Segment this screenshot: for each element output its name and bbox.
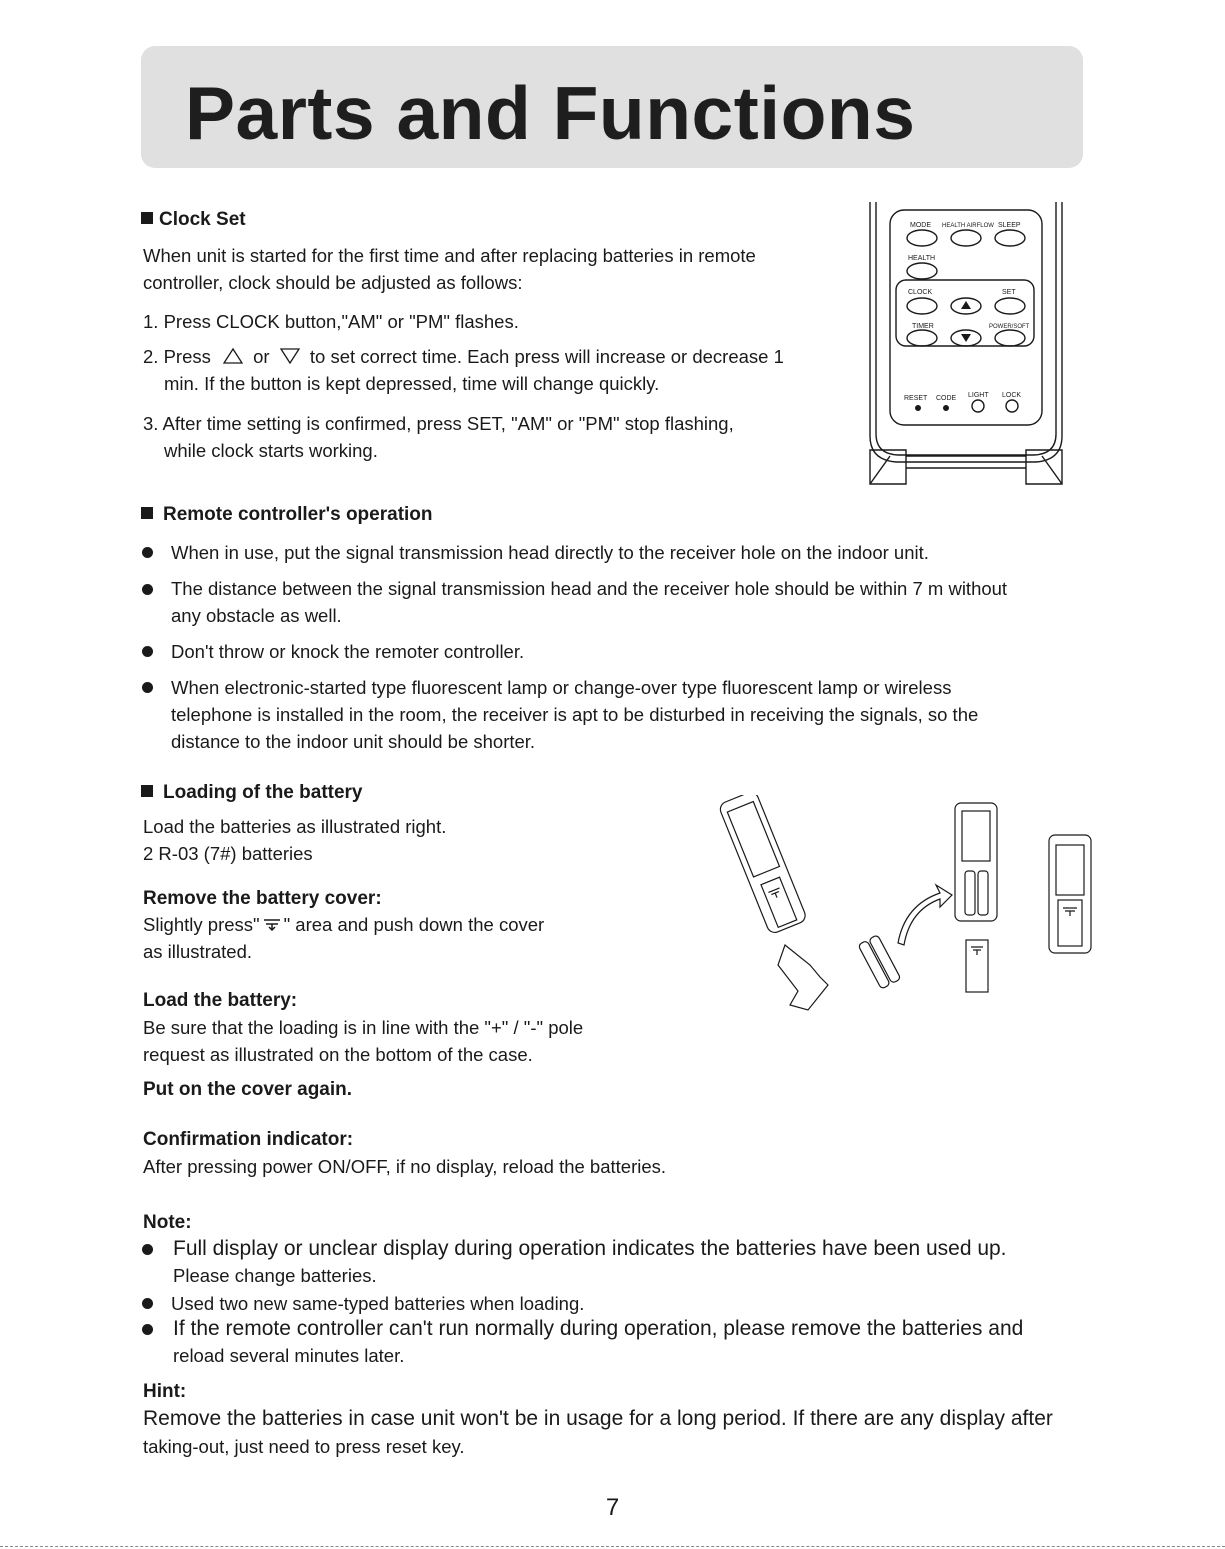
bullet-icon: [142, 547, 153, 558]
operation-bullet-3: Don't throw or knock the remoter controller.: [171, 641, 525, 662]
square-bullet-icon: [141, 785, 153, 797]
hint-line-1: Remove the batteries in case unit won't be in usage for a long period. If there are any display after: [143, 1407, 1053, 1430]
remote-operation-heading: Remote controller's operation: [141, 503, 433, 527]
remote-controller-diagram: [866, 198, 1066, 488]
confirmation-text: After pressing power ON/OFF, if no display, reload the batteries.: [143, 1156, 667, 1177]
clock-label: CLOCK: [908, 289, 933, 296]
timer-label: TIMER: [912, 323, 934, 330]
operation-bullet-1: When in use, put the signal transmission head directly to the receiver hole on the indoor unit.: [171, 542, 929, 563]
bullet-icon: [142, 646, 153, 657]
health-label: HEALTH: [908, 255, 936, 262]
square-bullet-icon: [141, 507, 153, 519]
power-soft-label: POWER/SOFT: [989, 324, 1030, 330]
clock-step-3: 3. After time setting is confirmed, press SET, "AM" or "PM" stop flashing, while clock starts working.: [143, 413, 734, 461]
light-label: LIGHT: [968, 392, 989, 399]
code-label: CODE: [936, 395, 957, 402]
operation-bullet-4: When electronic-started type fluorescent lamp or change-over type fluorescent lamp or wireless telephone is installed in the room, the receiver is apt to be disturbed in receiving the signals, so the distance to the indoor unit should be shorter.: [171, 677, 979, 752]
battery-loading-illustration: [690, 795, 1110, 1025]
page-number: 7: [605, 1494, 620, 1521]
note-bullet-3: If the remote controller can't run normally during operation, please remove the batteries and reload several minutes later.: [173, 1317, 1024, 1366]
mode-label: MODE: [910, 222, 931, 229]
battery-intro: Load the batteries as illustrated right. 2 R-03 (7#) batteries: [143, 816, 447, 864]
put-on-cover-heading: Put on the cover again.: [143, 1079, 353, 1100]
set-label: SET: [1002, 289, 1016, 296]
note-bullet-2: Used two new same-typed batteries when loading.: [171, 1293, 585, 1314]
load-battery-heading: Load the battery:: [143, 990, 298, 1011]
up-triangle-icon: [222, 347, 244, 365]
clock-set-intro: When unit is started for the first time and after replacing batteries in remote controller, clock should be adjusted as follows:: [143, 245, 756, 293]
clock-step-2: 2. Press or to set correct time. Each press will increase or decrease 1: [143, 346, 784, 367]
operation-bullet-2: The distance between the signal transmission head and the receiver hole should be within 7 m without any obstacle as well.: [171, 578, 1008, 626]
page-title: Parts and Functions: [185, 71, 916, 155]
note-heading: Note:: [143, 1212, 192, 1233]
square-bullet-icon: [141, 212, 153, 224]
bullet-icon: [142, 682, 153, 693]
bullet-icon: [142, 584, 153, 595]
page-divider: [0, 1546, 1225, 1547]
load-battery-text: Be sure that the loading is in line with the "+" / "-" pole request as illustrated on the bottom of the case.: [143, 1017, 584, 1065]
hint-line-2: taking-out, just need to press reset key.: [143, 1436, 465, 1457]
clock-set-heading: Clock Set: [141, 208, 246, 232]
bullet-icon: [142, 1324, 153, 1335]
confirmation-heading: Confirmation indicator:: [143, 1129, 354, 1150]
clock-step-2-cont: min. If the button is kept depressed, time will change quickly.: [164, 373, 660, 394]
bullet-icon: [142, 1244, 153, 1255]
battery-heading: Loading of the battery: [141, 781, 363, 805]
remove-cover-text: Slightly press" " area and push down the cover as illustrated.: [143, 914, 545, 962]
reset-label: RESET: [904, 395, 928, 402]
clock-step-1: 1. Press CLOCK button,"AM" or "PM" flashes.: [143, 311, 519, 332]
down-triangle-icon: [279, 347, 301, 365]
press-area-icon: [263, 917, 281, 931]
sleep-label: SLEEP: [998, 222, 1021, 229]
bullet-icon: [142, 1298, 153, 1309]
note-bullet-1: Full display or unclear display during operation indicates the batteries have been used up. Please change batteries.: [173, 1237, 1007, 1286]
health-airflow-label: HEALTH AIRFLOW: [942, 223, 994, 229]
remove-cover-heading: Remove the battery cover:: [143, 888, 382, 909]
hint-heading: Hint:: [143, 1381, 187, 1402]
lock-label: LOCK: [1002, 392, 1022, 399]
